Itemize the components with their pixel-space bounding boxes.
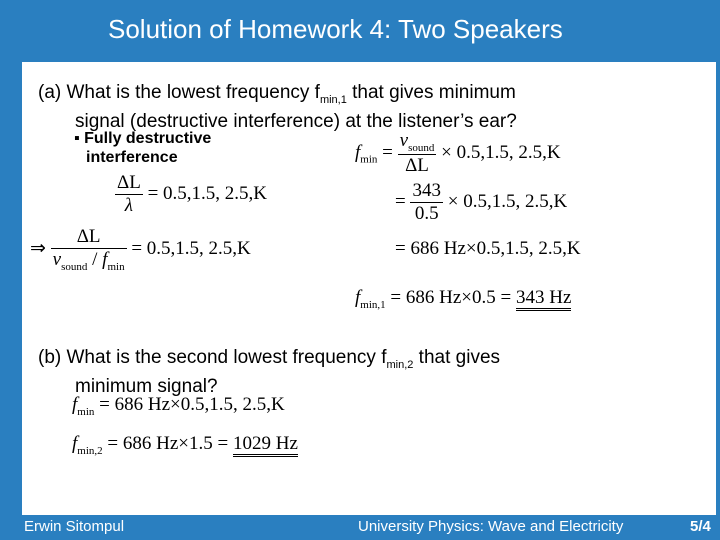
fmin2-result: 1029 Hz [233, 433, 298, 457]
question-a [38, 82, 658, 132]
v-symbol: v [52, 249, 62, 270]
frac-num2: ΔL [76, 226, 101, 247]
fmin1-result: 343 Hz [516, 287, 571, 311]
question-a-line2: signal (destructive interference) at the listener’s ear? [75, 110, 517, 132]
footer-bar [0, 515, 720, 540]
question-b-sub: min,2 [386, 358, 414, 371]
question-b [38, 347, 658, 397]
question-b-line2: minimum signal? [75, 375, 218, 397]
question-a-text: (a) What is the lowest frequency f [38, 82, 320, 103]
title-bar [0, 0, 720, 62]
question-b-text: (b) What is the second lowest frequency f [38, 347, 387, 368]
eq-686: = 686 Hz×0.5,1.5, 2.5,K [395, 238, 581, 259]
eq-fmin1-result: $f_{min,1} = 686$ Hz×0.5 = 343 Hz [355, 287, 572, 311]
slide-title: Solution of Homework 4: Two Speakers [108, 14, 563, 44]
series-text2: 0.5,1.5, 2.5,K [146, 237, 251, 259]
fmin2-lhs: 686 Hz×1.5 [122, 433, 213, 454]
question-a-text-end: that gives minimum [346, 82, 516, 103]
eq-deltaL-lambda: $\frac{\Delta L}{\lambda}$ = 0.5,1.5, 2.5,K [117, 172, 268, 216]
left-frame [0, 0, 22, 540]
bullet-square-icon: ▪ [74, 130, 85, 147]
v-symbol2: v [399, 130, 409, 151]
series-text3: 0.5,1.5, 2.5,K [456, 141, 561, 163]
right-frame [716, 0, 720, 540]
eq-fmin-b-text: 686 Hz×0.5,1.5, 2.5,K [114, 394, 285, 415]
bullet-line1: Fully destructive [84, 130, 212, 147]
implies-arrow-icon: ⇒ [30, 237, 46, 259]
eq-343-over: = $\frac{343}{0.5}$ × 0.5,1.5, 2.5,K [395, 180, 568, 224]
v-sub2: sound [408, 141, 435, 154]
fmin1-lhs: 686 Hz×0.5 [405, 287, 496, 308]
footer-course: University Physics: Wave and Electricity [358, 518, 624, 535]
footer-page: 5/4 [690, 518, 711, 535]
v-sub: sound [61, 260, 88, 273]
footer-author: Erwin Sitompul [24, 518, 125, 535]
den-05: 0.5 [410, 202, 443, 225]
bullet-line2: interference [86, 149, 178, 166]
question-b-text-end: that gives [413, 347, 501, 368]
eq-fmin2-result: $f_{min,2} = 686$ Hz×1.5 = 1029 Hz [72, 433, 298, 457]
eq-686-text: 686 Hz×0.5,1.5, 2.5,K [410, 238, 581, 259]
frac-den-deltaL: ΔL [398, 154, 437, 177]
eq-deltaL-ratio: ⇒ $\frac{\Delta L}{v_{sound} / f_{min}}$ = 0.5,1.5, 2.5,K [30, 226, 251, 273]
eq-fmin-def: $f_{min}$ = $\frac{v_{sound}}{\Delta L}$ × 0.5,1.5, 2.5,K [355, 130, 561, 176]
series-text4: 0.5,1.5, 2.5,K [463, 190, 568, 212]
frac-num: ΔL [117, 172, 141, 193]
num-343: 343 [412, 180, 441, 201]
question-a-sub: min,1 [319, 93, 347, 106]
bullet-destructive [74, 129, 211, 167]
series-text: 0.5,1.5, 2.5,K [163, 182, 268, 204]
eq-fmin-b: $f_{min} = 686$ Hz×0.5,1.5, 2.5,K [72, 394, 285, 418]
